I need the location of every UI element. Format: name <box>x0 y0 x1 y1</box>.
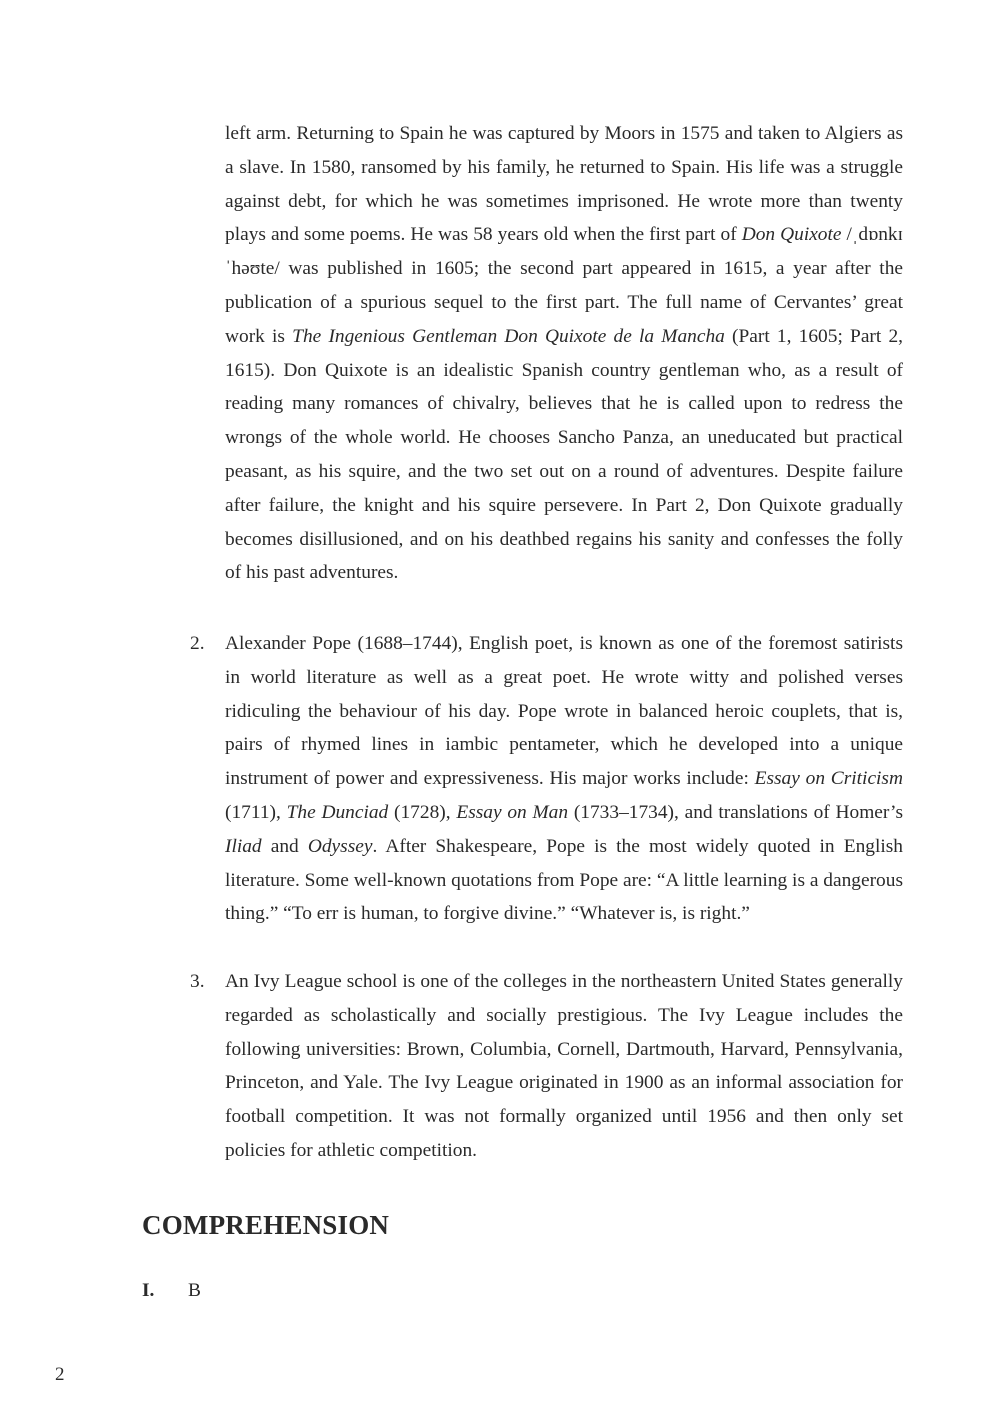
note-2-text-e: and <box>261 835 308 857</box>
work-title-odyssey: Odyssey <box>307 835 373 857</box>
note-3-body: An Ivy League school is one of the colleges in the northeastern United States generally regarded as scholastically and socially prestigious. The Ivy League includes the following universities: Brown, Columbia, Cornell, Dartmouth, Harvard, Pennsylvania, Princeton, and Yale. The Ivy League originated in 1900 as an informal association for football competition. It was not formally organized until 1956 and then only set policies for athletic competition. <box>225 971 903 1161</box>
note-2-text-d: (1733–1734), and translations of Homer’s <box>568 801 903 823</box>
note-1-continuation <box>225 117 903 590</box>
work-title-iliad: Iliad <box>225 835 262 857</box>
note-2-text-f: . After Shakespeare, Pope is the most widely quoted in English literature. Some well-known quotations from Pope are: “A little learning is a dangerous thing.” “To err is human, to forgive divine.” “Whatever is, is right.” <box>225 835 903 925</box>
note-2-text-b: (1711), <box>225 801 287 823</box>
note-2-text-a: Alexander Pope (1688–1744), English poet, is known as one of the foremost satirists in world literature as well as a great poet. He wrote witty and polished verses ridiculing the behaviour of his day. Pope wrote in balanced heroic couplets, that is, pairs of rhymed lines in iambic pentameter, which he developed into a unique instrument of power and expressiveness. His major works include: <box>225 633 903 790</box>
answer-label: I. <box>142 1280 155 1301</box>
section-heading: COMPREHENSION <box>142 1210 390 1240</box>
work-title-the-dunciad: The Dunciad <box>286 801 389 823</box>
note-1-text-c: (Part 1, 1605; Part 2, 1615). Don Quixote is an idealistic Spanish country gentleman who, as a result of reading many romances of chivalry, believes that he is called upon to redress the wrongs of the whole world. He chooses Sancho Panza, an uneducated but practical peasant, as his squire, and the two set out on a round of adventures. Despite failure after failure, the knight and his squire persevere. In Part 2, Don Quixote gradually becomes disillusioned, and on his deathbed regains his sanity and confesses the folly of his past adventures. <box>225 325 903 584</box>
answer-row <box>142 1280 201 1302</box>
note-2-text-c: (1728), <box>388 801 457 823</box>
note-2-body <box>225 627 903 931</box>
note-number: 2. <box>190 633 205 654</box>
page-number: 2 <box>55 1364 65 1385</box>
note-1-text-a: left arm. Returning to Spain he was captured by Moors in 1575 and taken to Algiers as a slave. In 1580, ransomed by his family, he returned to Spain. His life was a struggle against debt, for which he was sometimes imprisoned. He wrote more than twenty plays and some poems. He was 58 years old when the first part of <box>225 123 903 246</box>
answer-value: B <box>188 1280 201 1301</box>
note-1-title-don-quixote: Don Quixote <box>741 224 842 246</box>
work-title-essay-on-man: Essay on Man <box>456 801 569 823</box>
note-1-full-title: The Ingenious Gentleman Don Quixote de la Mancha <box>292 325 725 347</box>
note-number: 3. <box>190 971 205 992</box>
note-1-text-b: /ˌdɒnkɪˈhəʊte/ was published in 1605; the second part appeared in 1615, a year after the publication of a spurious sequel to the first part. The full name of Cervantes’ great work is <box>225 224 903 347</box>
work-title-essay-on-criticism: Essay on Criticism <box>754 768 903 790</box>
